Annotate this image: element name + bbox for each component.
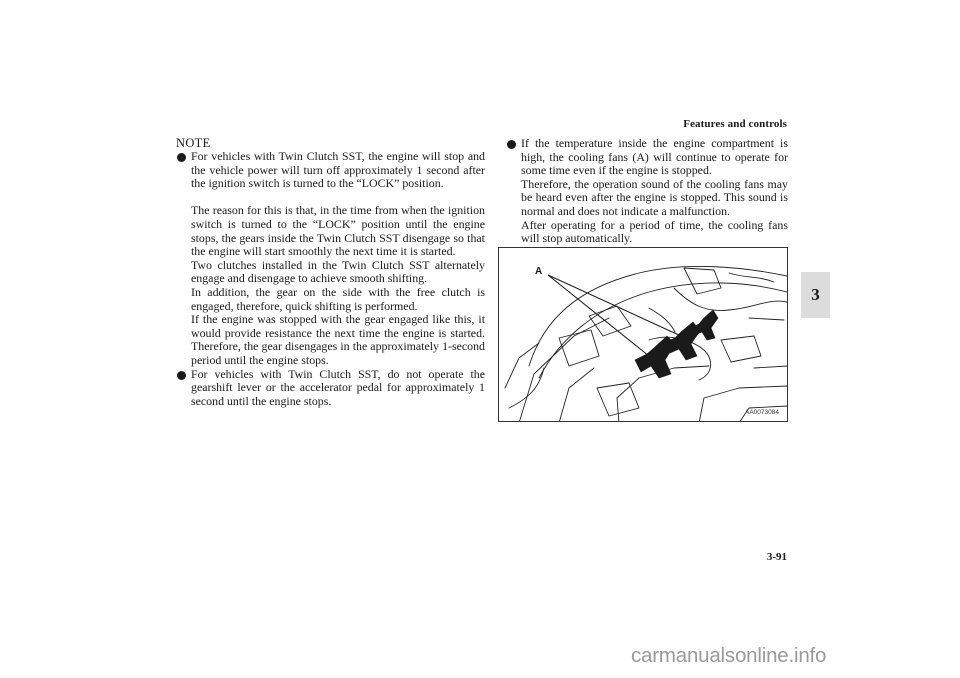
note-bullet-1 [176,150,485,368]
note-bullet-2 [176,368,485,409]
paragraph: If the engine was stopped with the gear engaged like this, it would provide resistance the next time the engine is started. Therefore, the gear disengages in the approximately 1-second period until the engine stops. [191,312,485,367]
chapter-tab: 3 [801,272,830,318]
bullet-dot-icon [177,153,186,162]
paragraph: In addition, the gear on the side with the free clutch is engaged, therefore, quick shifting is performed. [191,284,485,313]
note-label: NOTE [176,136,211,150]
bullet-dot-icon [507,140,516,149]
right-column [506,137,788,246]
paragraph: For vehicles with Twin Clutch SST, do not operate the gearshift lever or the accelerator pedal for approximately 1 second until the engine stops. [191,366,485,408]
page-number: 3-91 [766,551,787,563]
engine-compartment-drawing [499,248,788,422]
callout-label-a: A [535,266,543,277]
paragraph: Two clutches installed in the Twin Clutch SST alternately engage and disengage to achieve smooth shifting. [191,257,485,286]
watermark-text: carmanualsonline.info [631,644,827,667]
paragraph: For vehicles with Twin Clutch SST, the engine will stop and the vehicle power will turn off approximately 1 second after the ignition switch is turned to the “LOCK” position. [191,149,485,191]
paragraph: After operating for a period of time, the cooling fans will stop automatically. [521,217,788,246]
bullet-dot-icon [177,371,186,380]
note-bullet-3 [506,137,788,246]
section-title: Features and controls [683,118,787,130]
figure-code: AA0073084 [745,409,779,416]
paragraph: If the temperature inside the engine compartment is high, the cooling fans (A) will continue to operate for some time even if the engine is stopped. [521,136,788,178]
paragraph: The reason for this is that, in the time from when the ignition switch is turned to the “LOCK” position until the engine stops, the gears inside the Twin Clutch SST disengage so that the engine will start smoothly the next time it is started. [191,203,485,259]
left-column [176,137,485,408]
paragraph: Therefore, the operation sound of the cooling fans may be heard even after the engine is stopped. This sound is normal and does not indicate a malfunction. [521,176,788,218]
